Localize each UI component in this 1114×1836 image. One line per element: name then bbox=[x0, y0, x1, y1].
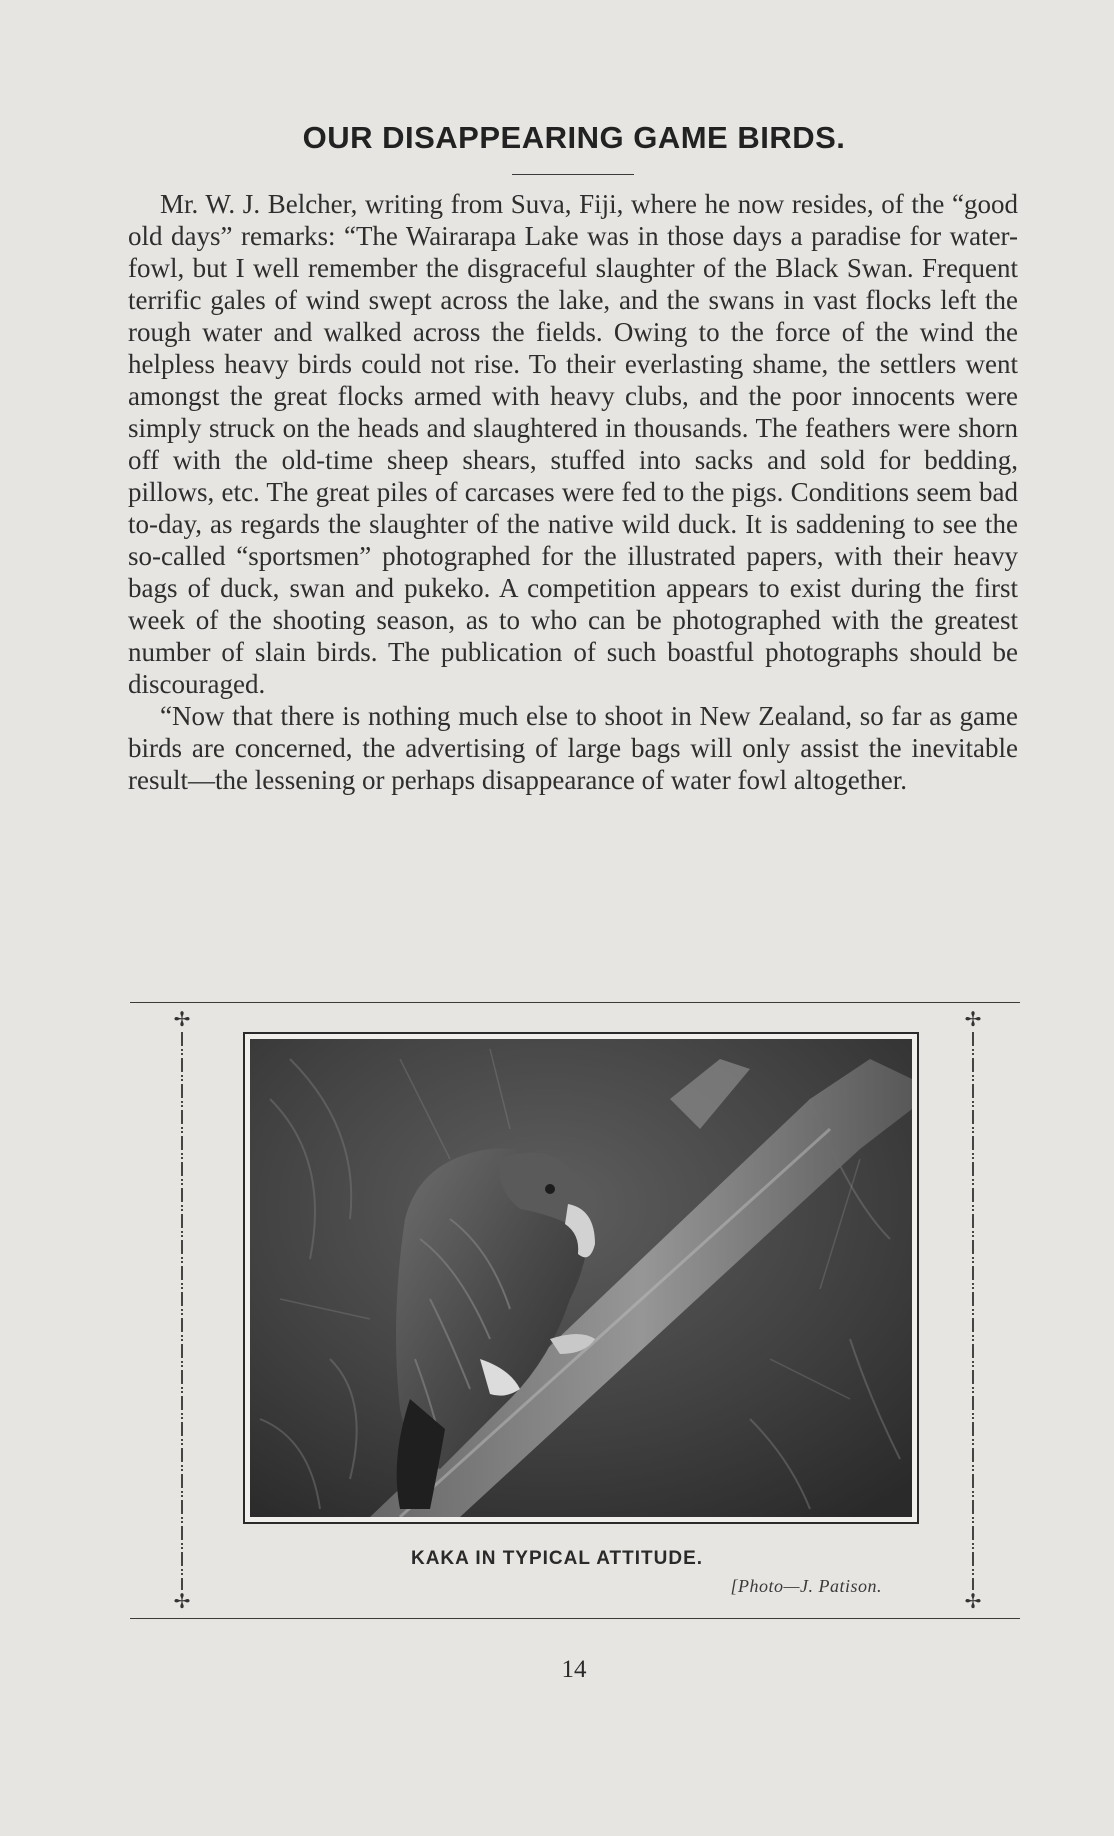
paragraph-2: “Now that there is nothing much else to shoot in New Zealand, so far as game birds are concerned, the advertising of large bags will only assist the inevitable result—the lessening or perhaps disappearance of water fowl altogether. bbox=[128, 701, 1018, 795]
kaka-parrot-photo-image bbox=[250, 1039, 912, 1517]
figure-right-border bbox=[963, 1010, 983, 1612]
photo-credit: [Photo—J. Patison. bbox=[730, 1576, 882, 1596]
cross-ornament-icon: ✢ bbox=[964, 1009, 982, 1031]
kaka-photo bbox=[250, 1039, 912, 1517]
cross-ornament-icon: ✢ bbox=[964, 1591, 982, 1613]
figure-caption: KAKA IN TYPICAL ATTITUDE. bbox=[410, 1548, 704, 1569]
paragraph-1: Mr. W. J. Belcher, writing from Suva, Fiji, where he now resides, of the “good old days” remarks: “The Wairarapa Lake was in those days a paradise for water-fowl, but I well remember the disgraceful slaughter of the Black Swan. Frequent terrific gales of wind swept across the lake, and the swans in vast flocks left the rough water and walked across the fields. Owing to the force of the wind the helpless heavy birds could not rise. To their everlasting shame, the settlers went amongst the great flocks armed with heavy clubs, and the poor innocents were simply struck on the heads and slaughtered in thousands. The feathers were shorn off with the old-time sheep shears, stuffed into sacks and sold for bedding, pillows, etc. The great piles of carcases were fed to the pigs. Conditions seem bad to-day, as regards the slaughter of the native wild duck. It is saddening to see the so-called “sportsmen” photographed for the illustrated papers, with their heavy bags of duck, swan and pukeko. A competition appears to exist during the first week of the shooting season, as to who can be photographed with the greatest number of slain birds. The publication of such boastful photographs should be discouraged. bbox=[128, 189, 1018, 699]
dashed-border-line bbox=[972, 1032, 974, 1590]
dashed-border-line bbox=[181, 1032, 183, 1590]
article-title: OUR DISAPPEARING GAME BIRDS. bbox=[302, 120, 846, 155]
article-body bbox=[128, 188, 1018, 796]
page-number: 14 bbox=[561, 1656, 587, 1683]
figure-frame-bottom-rule bbox=[130, 1618, 1020, 1619]
figure-frame-top-rule bbox=[130, 1002, 1020, 1003]
cross-ornament-icon: ✢ bbox=[173, 1009, 191, 1031]
title-rule bbox=[512, 174, 634, 175]
cross-ornament-icon: ✢ bbox=[173, 1591, 191, 1613]
figure-left-border bbox=[172, 1010, 192, 1612]
photo-frame bbox=[243, 1032, 919, 1524]
